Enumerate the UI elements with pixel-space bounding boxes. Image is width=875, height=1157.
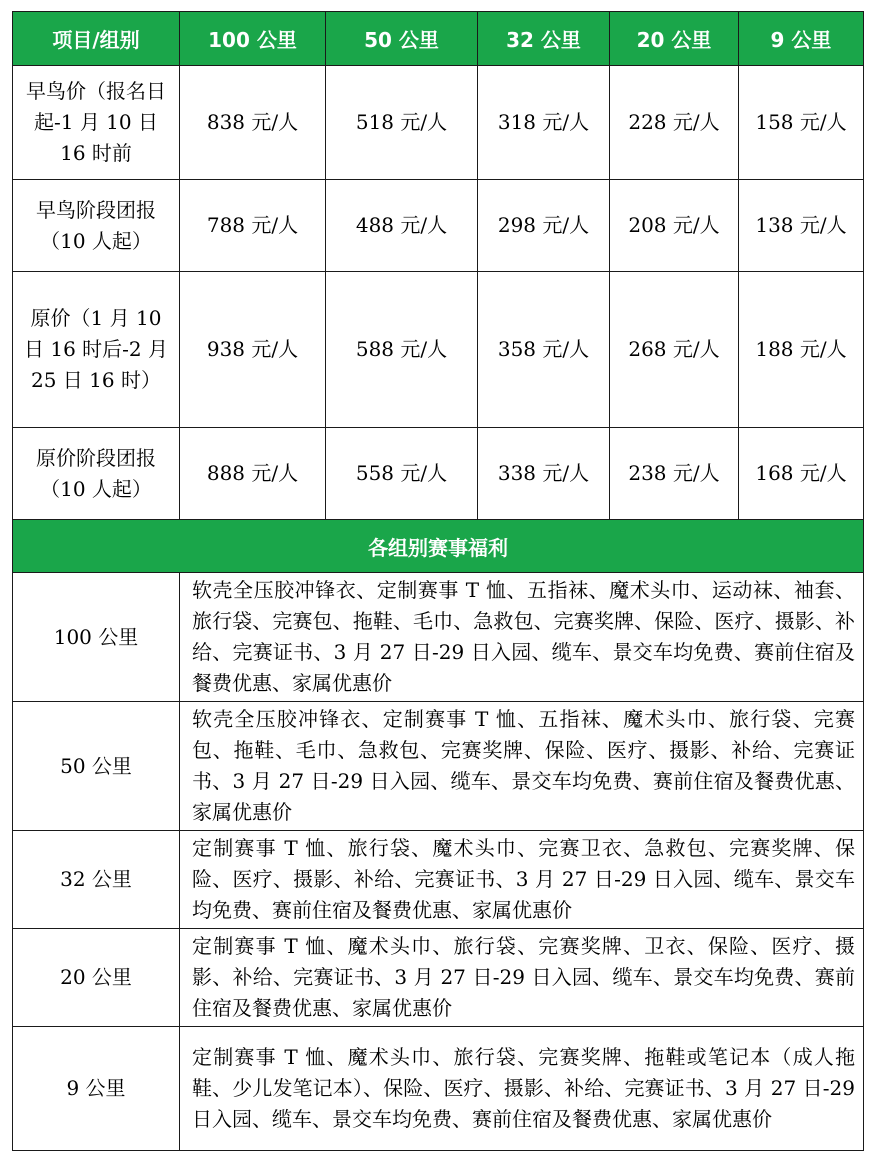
price-cell: 838 元/人 (180, 66, 326, 180)
price-cell: 208 元/人 (610, 180, 739, 272)
price-cell: 138 元/人 (739, 180, 864, 272)
benefit-group: 9 公里 (13, 1027, 180, 1151)
price-cell: 268 元/人 (610, 272, 739, 428)
price-cell: 298 元/人 (478, 180, 610, 272)
benefit-text: 软壳全压胶冲锋衣、定制赛事 T 恤、五指袜、魔术头巾、旅行袋、完赛包、拖鞋、毛巾、急救包、完赛奖牌、保险、医疗、摄影、补给、完赛证书、3 月 27 日-29 日入园、缆车、景交车均免费、赛前住宿及餐费优惠、家属优惠价 (180, 702, 864, 831)
pricing-document (12, 11, 863, 1151)
price-row-early-group (13, 180, 864, 272)
header-row (13, 12, 864, 66)
benefit-group: 100 公里 (13, 573, 180, 702)
header-item-group: 项目/组别 (13, 12, 180, 66)
header-32km: 32 公里 (478, 12, 610, 66)
price-cell: 338 元/人 (478, 428, 610, 520)
header-100km: 100 公里 (180, 12, 326, 66)
price-row-regular-group (13, 428, 864, 520)
benefit-row-50km (13, 702, 864, 831)
header-9km: 9 公里 (739, 12, 864, 66)
price-cell: 228 元/人 (610, 66, 739, 180)
price-cell: 318 元/人 (478, 66, 610, 180)
benefit-text: 软壳全压胶冲锋衣、定制赛事 T 恤、五指袜、魔术头巾、运动袜、袖套、旅行袋、完赛包、拖鞋、毛巾、急救包、完赛奖牌、保险、医疗、摄影、补给、完赛证书、3 月 27 日-29 日入园、缆车、景交车均免费、赛前住宿及餐费优惠、家属优惠价 (180, 573, 864, 702)
benefit-text: 定制赛事 T 恤、魔术头巾、旅行袋、完赛奖牌、卫衣、保险、医疗、摄影、补给、完赛证书、3 月 27 日-29 日入园、缆车、景交车均免费、赛前住宿及餐费优惠、家属优惠价 (180, 929, 864, 1027)
price-cell: 238 元/人 (610, 428, 739, 520)
price-cell: 888 元/人 (180, 428, 326, 520)
benefit-group: 32 公里 (13, 831, 180, 929)
price-cell: 188 元/人 (739, 272, 864, 428)
price-cell: 588 元/人 (326, 272, 478, 428)
price-cell: 358 元/人 (478, 272, 610, 428)
price-cell: 168 元/人 (739, 428, 864, 520)
price-cell: 158 元/人 (739, 66, 864, 180)
benefit-group: 20 公里 (13, 929, 180, 1027)
price-cell: 518 元/人 (326, 66, 478, 180)
benefit-text: 定制赛事 T 恤、魔术头巾、旅行袋、完赛奖牌、拖鞋或笔记本（成人拖鞋、少儿发笔记本）、保险、医疗、摄影、补给、完赛证书、3 月 27 日-29 日入园、缆车、景交车均免费、赛前住宿及餐费优惠、家属优惠价 (180, 1027, 864, 1151)
price-row-regular (13, 272, 864, 428)
benefit-text: 定制赛事 T 恤、旅行袋、魔术头巾、完赛卫衣、急救包、完赛奖牌、保险、医疗、摄影、补给、完赛证书、3 月 27 日-29 日入园、缆车、景交车均免费、赛前住宿及餐费优惠、家属优惠价 (180, 831, 864, 929)
benefit-row-32km (13, 831, 864, 929)
price-label: 早鸟价（报名日起-1 月 10 日 16 时前 (13, 66, 180, 180)
benefits-header-row (13, 520, 864, 573)
price-cell: 488 元/人 (326, 180, 478, 272)
pricing-table (12, 11, 864, 1151)
header-50km: 50 公里 (326, 12, 478, 66)
price-label: 原价阶段团报（10 人起） (13, 428, 180, 520)
price-label: 原价（1 月 10 日 16 时后-2 月 25 日 16 时） (13, 272, 180, 428)
price-row-early-bird (13, 66, 864, 180)
price-cell: 788 元/人 (180, 180, 326, 272)
benefit-group: 50 公里 (13, 702, 180, 831)
benefit-row-100km (13, 573, 864, 702)
benefit-row-20km (13, 929, 864, 1027)
price-label: 早鸟阶段团报（10 人起） (13, 180, 180, 272)
price-cell: 938 元/人 (180, 272, 326, 428)
benefit-row-9km (13, 1027, 864, 1151)
price-cell: 558 元/人 (326, 428, 478, 520)
benefits-title: 各组别赛事福利 (13, 520, 864, 573)
header-20km: 20 公里 (610, 12, 739, 66)
